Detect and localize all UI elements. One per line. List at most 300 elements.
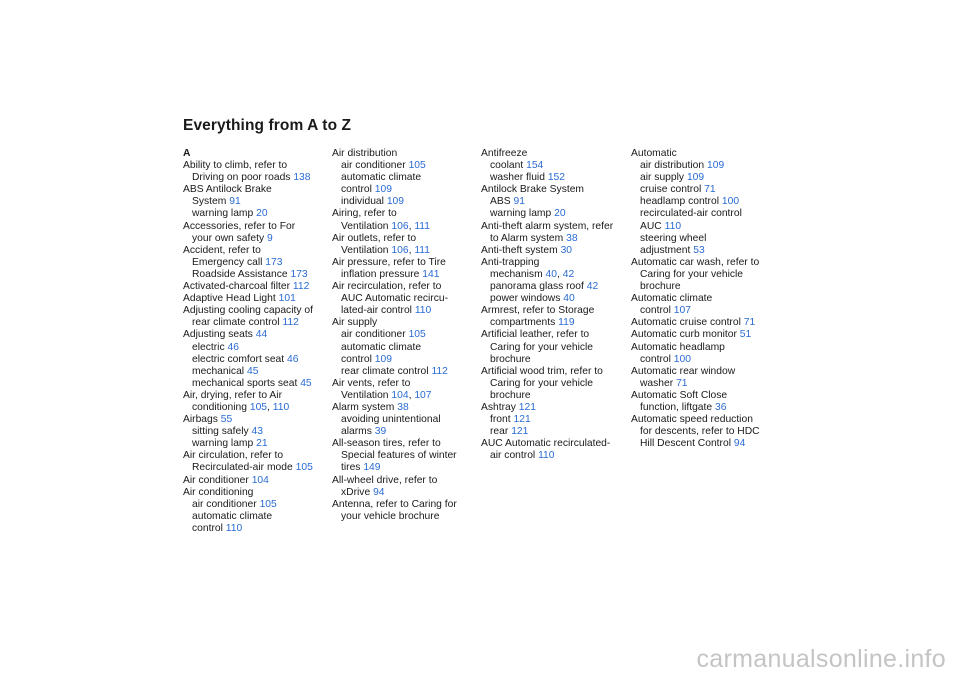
index-entry-text: tires <box>341 462 361 474</box>
index-entry-text: Airbags <box>183 414 218 426</box>
index-subentry <box>183 269 333 281</box>
page-link[interactable]: 110 <box>225 522 243 534</box>
index-entry <box>332 317 482 329</box>
page-link[interactable]: 40 <box>545 268 557 280</box>
index-entry-text: avoiding unintentional <box>341 414 441 426</box>
index-entry <box>481 221 631 233</box>
index-entry <box>481 245 631 257</box>
index-subentry <box>332 366 482 378</box>
index-entry <box>631 293 781 305</box>
index-entry-text: recirculated-air control <box>640 208 742 220</box>
index-entry <box>481 366 631 378</box>
index-entry-text: Antilock Brake System <box>481 184 585 196</box>
index-entry-text: All-wheel drive, refer to <box>332 474 438 486</box>
index-entry-text: air conditioner <box>341 160 406 172</box>
page-link[interactable]: 55 <box>220 414 233 426</box>
page-link[interactable]: 9 <box>267 232 273 244</box>
index-entry <box>183 305 333 317</box>
index-entry-text: air conditioner <box>341 329 406 341</box>
index-subentry <box>332 305 482 317</box>
index-entry <box>332 402 482 414</box>
index-entry <box>631 390 781 402</box>
index-subentry <box>332 511 482 523</box>
index-subentry <box>481 233 631 245</box>
index-entry-text: air control <box>490 450 536 462</box>
index-subentry <box>481 342 631 354</box>
index-subentry <box>631 438 781 450</box>
page-link[interactable]: 44 <box>255 329 268 341</box>
index-entry-text: System <box>192 196 227 208</box>
index-subentry <box>631 160 781 172</box>
index-entry <box>631 366 781 378</box>
page-link[interactable]: 106 <box>391 220 409 232</box>
index-entry-text: Alarm system <box>332 401 395 413</box>
page-link[interactable]: 51 <box>739 329 752 341</box>
page-link[interactable]: 152 <box>547 172 566 184</box>
index-entry-text: Caring for your vehicle <box>640 268 744 280</box>
page-link[interactable]: 110 <box>538 450 555 462</box>
page-link[interactable]: 106 <box>391 244 409 256</box>
index-entry <box>631 148 781 160</box>
index-subentry <box>631 269 781 281</box>
index-subentry <box>183 438 333 450</box>
index-subentry <box>332 354 482 366</box>
index-entry-text: headlamp control <box>640 196 719 208</box>
index-entry-text: Air pressure, refer to Tire <box>332 256 446 268</box>
index-subentry <box>481 281 631 293</box>
page-link[interactable]: 107 <box>673 305 691 317</box>
index-subentry <box>332 342 482 354</box>
page-link[interactable]: 38 <box>566 232 578 244</box>
index-entry-text: Air, drying, refer to Air <box>183 389 283 401</box>
page-link[interactable]: 110 <box>664 220 682 232</box>
index-entry <box>183 281 333 293</box>
index-entry-text: your own safety <box>192 232 265 244</box>
index-entry-text: brochure <box>490 389 531 401</box>
index-subentry <box>183 342 333 354</box>
page-link[interactable]: 53 <box>693 244 705 256</box>
index-subentry: conditioning 105, 110 <box>192 401 290 413</box>
index-entry-text: air distribution <box>640 160 705 172</box>
index-entry <box>631 329 781 341</box>
page-link[interactable]: 94 <box>373 486 385 498</box>
index-subentry <box>183 462 333 474</box>
index-entry-text: Automatic cruise control <box>631 317 741 329</box>
page-link[interactable]: 121 <box>511 426 529 438</box>
index-subentry <box>481 426 631 438</box>
index-entry-text: control <box>341 184 372 196</box>
index-subentry <box>332 426 482 438</box>
page-link[interactable]: 21 <box>256 438 268 450</box>
page-link[interactable]: 105 <box>408 160 426 172</box>
page-link[interactable]: 38 <box>397 401 409 413</box>
index-subentry <box>631 402 781 414</box>
index-entry-text: rear climate control <box>341 365 429 377</box>
index-entry-text: Air vents, refer to <box>332 377 411 389</box>
page-link[interactable]: 43 <box>251 426 264 438</box>
page-link[interactable]: 141 <box>422 268 440 280</box>
page-link[interactable]: 30 <box>560 244 573 256</box>
index-entry-text: Adjusting seats <box>183 329 253 341</box>
index-entry-text: washer <box>640 377 674 389</box>
index-entry-text: mechanical sports seat <box>192 377 298 389</box>
index-subentry <box>183 208 333 220</box>
index-subentry <box>631 184 781 196</box>
page-link[interactable]: 105 <box>259 498 277 510</box>
index-entry-text: Automatic speed reduction <box>631 414 753 426</box>
index-entry-text: Airing, refer to <box>332 208 397 220</box>
index-entry <box>631 414 781 426</box>
page-link[interactable]: 105 <box>408 329 426 341</box>
page-link[interactable]: 109 <box>374 353 392 365</box>
index-subentry <box>183 354 333 366</box>
page-link[interactable]: 121 <box>513 414 531 426</box>
index-subentry <box>332 293 482 305</box>
index-subentry <box>631 281 781 293</box>
index-entry-text: steering wheel <box>640 232 707 244</box>
index-entry-text: Air recirculation, refer to <box>332 281 442 293</box>
index-entry-text: control <box>341 353 372 365</box>
index-entry <box>183 293 333 305</box>
index-subentry <box>481 208 631 220</box>
index-entry <box>332 499 482 511</box>
index-subentry: Ventilation 106, 111 <box>341 220 430 232</box>
index-entry-text: Artificial leather, refer to <box>481 329 590 341</box>
index-entry-text: Ventilation <box>341 220 389 232</box>
index-entry-text: Activated-charcoal filter <box>183 281 291 293</box>
index-entry-text: automatic climate <box>341 341 422 353</box>
page-link[interactable]: 71 <box>743 317 756 329</box>
index-entry-text: sitting safely <box>192 426 249 438</box>
index-entry-text: Anti-theft alarm system, refer <box>481 220 614 232</box>
page-link[interactable]: 105 <box>249 401 268 413</box>
page-link[interactable]: 100 <box>673 353 691 365</box>
index-subentry <box>183 196 333 208</box>
page-link[interactable]: 36 <box>715 401 727 413</box>
index-subentry <box>481 450 631 462</box>
page-link[interactable]: 112 <box>292 281 310 293</box>
index-entry <box>481 148 631 160</box>
index-entry-text: electric comfort seat <box>192 353 285 365</box>
page-link[interactable]: 91 <box>513 196 525 208</box>
index-entry-text: coolant <box>490 160 524 172</box>
page-link[interactable]: 110 <box>272 401 290 413</box>
index-entry-text: mechanism <box>490 268 543 280</box>
page-link[interactable]: 109 <box>686 172 705 184</box>
index-entry-text: Air distribution <box>332 148 398 159</box>
index-entry-text: Automatic car wash, refer to <box>631 256 760 268</box>
page-link[interactable]: 45 <box>246 365 259 377</box>
watermark: carmanualsonline.info <box>696 645 946 673</box>
index-subentry <box>481 160 631 172</box>
index-entry-text: Automatic curb monitor <box>631 329 737 341</box>
index-entry-text: Automatic <box>631 148 677 159</box>
index-letter-heading <box>183 148 333 160</box>
index-column-2 <box>332 148 482 523</box>
index-entry-text: automatic climate <box>341 172 422 184</box>
index-entry-text: Caring for your vehicle <box>490 341 594 353</box>
page-link[interactable]: 104 <box>391 389 409 401</box>
index-entry <box>481 329 631 341</box>
index-subentry <box>332 184 482 196</box>
index-subentry: Ventilation 104, 107 <box>341 389 432 401</box>
index-entry-text: Automatic rear window <box>631 365 736 377</box>
index-entry-text: automatic climate <box>192 510 273 522</box>
page-link[interactable]: 20 <box>256 208 268 220</box>
page-link[interactable]: 121 <box>518 401 536 413</box>
index-subentry <box>183 257 333 269</box>
page-link[interactable]: 71 <box>704 184 716 196</box>
index-subentry <box>481 414 631 426</box>
index-subentry <box>631 354 781 366</box>
page-link[interactable]: 109 <box>374 184 392 196</box>
page-link[interactable]: 20 <box>554 208 566 220</box>
index-entry-text: AUC Automatic recirculated- <box>481 438 611 450</box>
index-entry-text: Automatic Soft Close <box>631 389 728 401</box>
index-subentry <box>631 208 781 220</box>
index-entry-text: Air circulation, refer to <box>183 450 284 462</box>
index-entry-text: mechanical <box>192 365 245 377</box>
page-link[interactable]: 109 <box>706 160 725 172</box>
index-entry-text: air supply <box>640 172 685 184</box>
index-subentry <box>332 269 482 281</box>
index-subentry <box>183 426 333 438</box>
index-entry <box>332 208 482 220</box>
page-link[interactable]: 45 <box>300 377 312 389</box>
index-entry <box>183 184 333 196</box>
index-entry-text: Emergency call <box>192 256 263 268</box>
page-link[interactable]: 112 <box>282 317 299 329</box>
index-entry-text: Antifreeze <box>481 148 528 159</box>
index-entry-text: alarms <box>341 426 372 438</box>
index-subentry <box>183 499 333 511</box>
page-link[interactable]: 100 <box>721 196 740 208</box>
index-subentry <box>631 426 781 438</box>
index-entry-text: lated-air control <box>341 305 412 317</box>
index-subentry <box>631 221 781 233</box>
index-entry-text: Ashtray <box>481 401 516 413</box>
index-entry-text: Accessories, refer to For <box>183 220 296 232</box>
index-subentry <box>631 378 781 390</box>
index-entry <box>183 221 333 233</box>
index-entry <box>631 342 781 354</box>
index-subentry <box>332 160 482 172</box>
index-entry-text: Ability to climb, refer to <box>183 160 288 172</box>
index-entry-text: function, liftgate <box>640 401 713 413</box>
page-link[interactable]: 40 <box>563 293 575 305</box>
page-link[interactable]: 39 <box>374 426 387 438</box>
index-subentry <box>183 172 333 184</box>
index-entry-text: Artificial wood trim, refer to <box>481 365 603 377</box>
index-entry-text: Recirculated-air mode <box>192 462 293 474</box>
page-link[interactable]: 42 <box>562 268 575 280</box>
index-entry <box>183 329 333 341</box>
index-entry-text: air conditioner <box>192 498 257 510</box>
index-entry <box>332 378 482 390</box>
index-subentry <box>332 450 482 462</box>
index-entry-text: Air conditioning <box>183 486 254 498</box>
index-entry-text: to Alarm system <box>490 232 564 244</box>
index-subentry <box>183 523 333 535</box>
index-entry-text: warning lamp <box>490 208 552 220</box>
index-entry-text: control <box>640 353 671 365</box>
index-entry-text: Anti-theft system <box>481 244 558 256</box>
index-subentry <box>631 233 781 245</box>
index-entry <box>183 160 333 172</box>
index-subentry <box>631 245 781 257</box>
index-subentry <box>631 305 781 317</box>
index-entry-text: Adaptive Head Light <box>183 293 276 305</box>
index-entry <box>332 475 482 487</box>
index-entry <box>631 257 781 269</box>
index-entry-text: control <box>640 305 671 317</box>
page-link[interactable]: 111 <box>414 220 430 232</box>
index-entry <box>332 257 482 269</box>
index-entry-text: rear <box>490 426 509 438</box>
index-subentry <box>481 378 631 390</box>
index-subentry <box>332 487 482 499</box>
index-entry-text: adjustment <box>640 244 691 256</box>
index-entry <box>332 148 482 160</box>
index-entry-text: your vehicle brochure <box>341 510 440 522</box>
index-subentry <box>332 414 482 426</box>
index-subentry <box>183 317 333 329</box>
index-entry-text: rear climate control <box>192 317 280 329</box>
index-entry <box>481 305 631 317</box>
page-link[interactable]: 112 <box>431 365 448 377</box>
index-entry <box>332 233 482 245</box>
index-subentry <box>631 172 781 184</box>
index-entry-text: individual <box>341 196 384 208</box>
index-entry-text: warning lamp <box>192 208 254 220</box>
index-entry-text: Special features of winter <box>341 450 457 462</box>
index-subentry <box>332 462 482 474</box>
page-link[interactable]: 91 <box>229 196 241 208</box>
page-link[interactable]: 46 <box>227 341 239 353</box>
index-subentry <box>183 511 333 523</box>
page-link[interactable]: 101 <box>278 293 296 305</box>
index-entry <box>332 281 482 293</box>
index-entry-text: Anti-trapping <box>481 256 540 268</box>
index-entry-text: electric <box>192 341 225 353</box>
page-link[interactable]: 94 <box>733 438 746 450</box>
index-column-1 <box>183 148 333 535</box>
index-entry-text: cruise control <box>640 184 702 196</box>
page-link[interactable]: 42 <box>586 281 599 293</box>
index-subentry <box>481 293 631 305</box>
index-entry-text: washer fluid <box>490 172 545 184</box>
index-entry-text: Ventilation <box>341 389 389 401</box>
index-entry-text: AUC <box>640 220 662 232</box>
index-entry <box>631 317 781 329</box>
index-entry <box>481 402 631 414</box>
page-link[interactable]: 173 <box>290 268 308 280</box>
index-entry-text: Roadside Assistance <box>192 268 288 280</box>
index-subentry <box>332 172 482 184</box>
index-subentry <box>183 233 333 245</box>
index-subentry <box>183 366 333 378</box>
index-entry-text: brochure <box>490 353 531 365</box>
page-link[interactable]: 71 <box>676 377 688 389</box>
index-entry-text: Automatic headlamp <box>631 341 725 353</box>
index-entry-text: Adjusting cooling capacity of <box>183 305 313 317</box>
page-title: Everything from A to Z <box>183 117 352 134</box>
index-entry <box>183 450 333 462</box>
index-entry-text: front <box>490 414 511 426</box>
page-link[interactable]: 154 <box>526 160 544 172</box>
index-entry-text: inflation pressure <box>341 268 420 280</box>
index-entry <box>481 184 631 196</box>
index-entry <box>183 414 333 426</box>
index-entry <box>332 438 482 450</box>
index-entry-text: A <box>183 148 191 159</box>
index-entry-text: ABS Antilock Brake <box>183 184 272 196</box>
index-entry-text: Accident, refer to <box>183 244 261 256</box>
index-entry-text: Air supply <box>332 317 378 329</box>
index-subentry <box>481 390 631 402</box>
index-entry-text: conditioning <box>192 401 247 413</box>
index-entry-text: Driving on poor roads <box>192 172 291 184</box>
page-link[interactable]: 107 <box>414 389 432 401</box>
index-entry <box>183 475 333 487</box>
index-entry-text: control <box>192 522 223 534</box>
index-subentry <box>332 196 482 208</box>
page-link[interactable]: 105 <box>295 462 313 474</box>
index-entry-text: All-season tires, refer to <box>332 438 441 450</box>
index-column-4 <box>631 148 781 450</box>
index-subentry <box>332 329 482 341</box>
index-subentry <box>481 317 631 329</box>
index-entry-text: Caring for your vehicle <box>490 377 594 389</box>
index-entry <box>481 257 631 269</box>
index-subentry: mechanism 40, 42 <box>490 268 575 280</box>
index-entry-text: xDrive <box>341 486 371 498</box>
index-entry-text: power windows <box>490 293 561 305</box>
index-entry-text: brochure <box>640 281 681 293</box>
index-subentry <box>183 378 333 390</box>
index-entry-text: Air outlets, refer to <box>332 232 417 244</box>
index-subentry <box>481 172 631 184</box>
index-entry-text: ABS <box>490 196 511 208</box>
page-link[interactable]: 111 <box>414 244 430 256</box>
page-link[interactable]: 109 <box>386 196 404 208</box>
index-entry-text: AUC Automatic recircu- <box>341 293 449 305</box>
page-link[interactable]: 138 <box>293 172 311 184</box>
index-entry-text: panorama glass roof <box>490 281 584 293</box>
index-entry-text: Ventilation <box>341 244 389 256</box>
page-link[interactable]: 149 <box>363 462 381 474</box>
page-link[interactable]: 110 <box>414 305 432 317</box>
index-entry <box>183 390 333 402</box>
index-subentry <box>481 196 631 208</box>
page-link[interactable]: 104 <box>251 474 269 486</box>
page-link[interactable]: 173 <box>265 256 283 268</box>
index-entry-text: Armrest, refer to Storage <box>481 305 595 317</box>
index-subentry <box>481 354 631 366</box>
index-entry <box>183 245 333 257</box>
index-subentry: Ventilation 106, 111 <box>341 244 430 256</box>
index-entry <box>481 438 631 450</box>
index-entry-text: compartments <box>490 317 556 329</box>
index-entry-text: Hill Descent Control <box>640 438 731 450</box>
index-entry-text: Antenna, refer to Caring for <box>332 498 457 510</box>
index-entry-text: for descents, refer to HDC <box>640 426 760 438</box>
page-link[interactable]: 119 <box>558 317 575 329</box>
index-entry <box>183 487 333 499</box>
page-link[interactable]: 46 <box>287 353 299 365</box>
index-subentry <box>631 196 781 208</box>
index-entry-text: warning lamp <box>192 438 254 450</box>
